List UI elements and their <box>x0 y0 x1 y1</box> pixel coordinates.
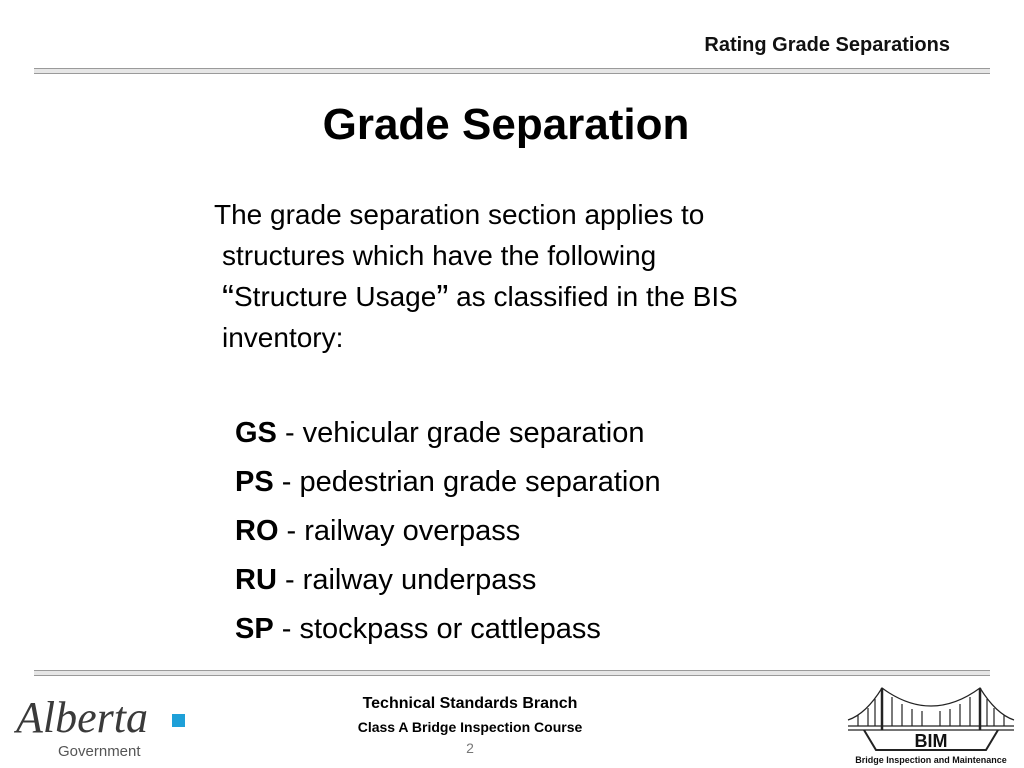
structure-usage-term: Structure Usage <box>234 281 437 312</box>
list-item <box>235 609 661 658</box>
intro-paragraph <box>214 194 814 358</box>
list-item <box>235 560 661 609</box>
header-title: Rating Grade Separations <box>704 34 950 56</box>
list-item <box>235 413 661 462</box>
bim-logo-subtitle: Bridge Inspection and Maintenance <box>855 755 1007 765</box>
page-number: 2 <box>466 740 474 756</box>
list-item <box>235 462 661 511</box>
usage-type-list <box>235 413 661 658</box>
top-divider <box>34 68 990 74</box>
usage-code: SP <box>235 613 274 645</box>
open-quote: “ <box>222 277 234 318</box>
usage-code: RU <box>235 564 277 596</box>
footer-course: Class A Bridge Inspection Course <box>357 719 583 735</box>
usage-description: - railway overpass <box>278 515 521 547</box>
list-item <box>235 511 661 560</box>
close-quote: ” <box>436 277 449 318</box>
intro-line-1: The grade separation section applies to <box>214 199 705 230</box>
bim-logo <box>846 684 1016 766</box>
usage-description: - pedestrian grade separation <box>273 466 661 498</box>
bottom-divider <box>34 670 990 676</box>
intro-line-3 <box>214 276 814 317</box>
alberta-blue-square <box>172 714 185 727</box>
footer-branch: Technical Standards Branch <box>362 695 578 712</box>
alberta-logo-subtitle: Government <box>58 743 141 760</box>
usage-description: - railway underpass <box>276 564 537 596</box>
intro-line-4: inventory: <box>222 322 344 353</box>
intro-line-2: structures which have the following <box>222 240 657 271</box>
alberta-government-logo <box>14 690 194 760</box>
slide-title: Grade Separation <box>322 100 690 149</box>
usage-code: PS <box>235 466 274 498</box>
usage-code: GS <box>235 417 277 449</box>
intro-line-3-rest: as classified in the BIS <box>448 281 738 312</box>
usage-description: - stockpass or cattlepass <box>273 613 601 645</box>
alberta-logo-wordmark: Alberta <box>16 693 148 742</box>
usage-code: RO <box>235 515 279 547</box>
usage-description: - vehicular grade separation <box>276 417 645 449</box>
bim-logo-wordmark: BIM <box>914 731 948 751</box>
